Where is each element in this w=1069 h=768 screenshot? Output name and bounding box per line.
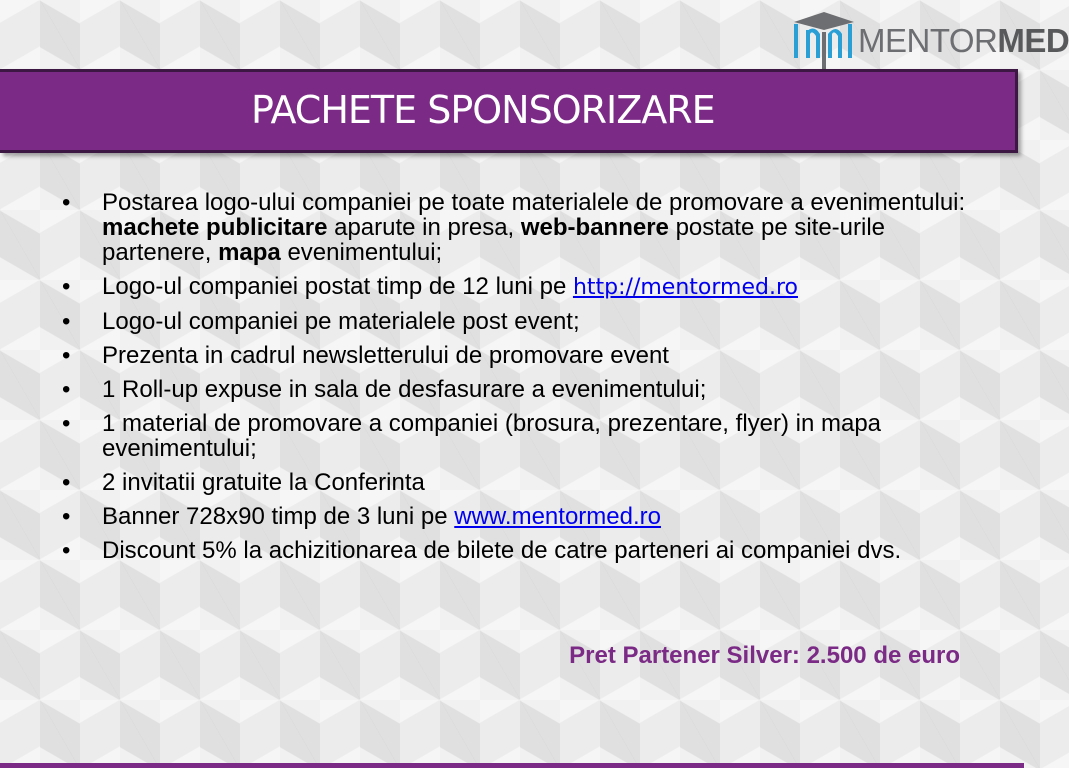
list-item: • Logo-ul companiei pe materialele post event; [62, 308, 580, 335]
bullet-dot: • [62, 410, 71, 437]
bullet-dot: • [62, 537, 71, 564]
bullet-dot: • [62, 189, 71, 216]
page-title: PACHETE SPONSORIZARE [251, 88, 715, 132]
mentormed-logo-icon [792, 10, 856, 70]
list-item: • Logo-ul companiei postat timp de 12 luni pe http://mentormed.ro [62, 273, 798, 300]
price-label: Pret Partener Silver: 2.500 de euro [569, 642, 960, 669]
bullet-dot: • [62, 273, 71, 300]
list-item: • 1 Roll-up expuse in sala de desfasurare a evenimentului; [62, 376, 707, 403]
list-item: • Discount 5% la achizitionarea de bilete de catre parteneri ai companiei dvs. [62, 537, 902, 564]
bullet-dot: • [62, 308, 71, 335]
mentormed-logo [792, 10, 1069, 70]
list-item: • 1 material de promovare a companiei (brosura, prezentare, flyer) in mapa evenimentului; [62, 410, 882, 462]
bullet-dot: • [62, 342, 71, 369]
title-bar [0, 69, 1018, 153]
list-item: • Prezenta in cadrul newsletterului de promovare event [62, 342, 669, 369]
bullet-dot: • [62, 503, 71, 530]
bullet-list [56, 190, 976, 572]
bullet-dot: • [62, 469, 71, 496]
list-item: • 2 invitatii gratuite la Conferinta [62, 469, 425, 496]
logo-text: MENTORMED [858, 21, 1069, 59]
bullet-dot: • [62, 376, 71, 403]
mentormed-link[interactable]: http://mentormed.ro [572, 275, 798, 300]
footer-line [0, 763, 1024, 768]
list-item: • Postarea logo-ului companiei pe toate materialele de promovare a evenimentului: machete publicitare aparute in presa, web-bannere postate pe site-urile partenere, mapa evenimentului; [62, 189, 966, 266]
list-item: • Banner 728x90 timp de 3 luni pe www.mentormed.ro [62, 503, 661, 530]
website-link[interactable]: www.mentormed.ro [454, 503, 661, 530]
